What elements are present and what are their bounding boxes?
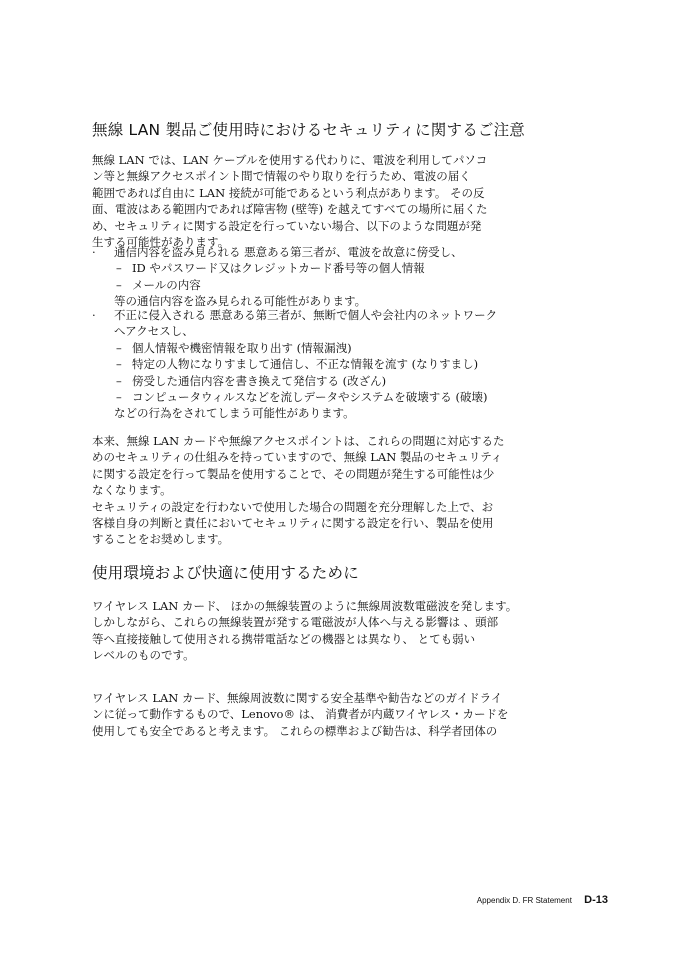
bullet-item: [92, 307, 607, 340]
section-heading-usage-environment: 使用環境および快適に使用するために: [92, 564, 359, 582]
bullet-intrusion: [92, 307, 607, 422]
sub-item: [92, 389, 607, 405]
dash-mark: –: [116, 277, 122, 292]
text-line: 本来、無線 LAN カードや無線アクセスポイントは、これらの問題に対応するた: [92, 434, 505, 448]
text-line: 範囲であれば自由に LAN 接続が可能であるという利点があります。 その反: [92, 185, 485, 200]
text-line: に関する設定を行って製品を使用することで、その問題が発生する可能性は少: [92, 466, 495, 481]
dash-mark: –: [116, 261, 122, 276]
text-line: めのセキュリティの仕組みを持っていますので、無線 LAN 製品のセキュリティ: [92, 450, 503, 465]
text-line: 生する可能性があります。: [92, 235, 230, 250]
text-line: 使用しても安全であると考えます。 これらの標準および勧告は、科学者団体の: [92, 723, 498, 738]
text-line: レベルのものです。: [92, 648, 195, 663]
sub-item-text: 個人情報や機密情報を取り出す (情報漏洩): [132, 340, 352, 355]
text-line: 無線 LAN では、LAN ケーブルを使用する代わりに、電波を利用してパソコ: [92, 153, 488, 167]
bullet-mark: ·: [92, 245, 96, 259]
safety-guideline-paragraph: [92, 690, 607, 739]
dash-mark: –: [116, 373, 122, 388]
footer-label: Appendix D. FR Statement: [476, 896, 572, 905]
dash-mark: –: [116, 340, 122, 355]
page-number: D-13: [584, 894, 608, 906]
security-recommendation-paragraph: [92, 433, 607, 548]
text-line: ワイヤレス LAN カード、 ほかの無線装置のように無線周波数電磁波を発します。: [92, 599, 518, 613]
sub-item-text: 特定の人物になりすまして通信し、不正な情報を流す (なりすまし): [132, 357, 479, 372]
bullet-text: 通信内容を盗み見られる 悪意ある第三者が、電波を故意に傍受し、: [114, 245, 463, 259]
bullet-text: へアクセスし、: [114, 324, 194, 339]
section-heading-wireless-security: 無線 LAN 製品ご使用時におけるセキュリティに関するご注意: [92, 121, 525, 139]
bullet-eavesdropping: [92, 244, 607, 310]
text-line: め、セキュリティに関する設定を行っていない場合、以下のような問題が発: [92, 218, 482, 233]
intro-paragraph: [92, 152, 607, 250]
sub-item: [92, 260, 607, 276]
dash-mark: –: [116, 390, 122, 405]
sub-item-text: コンピュータウィルスなどを流しデータやシステムを破壊する (破壊): [132, 390, 488, 405]
text-line: ンに従って動作するもので、Lenovo® は、 消費者が内蔵ワイヤレス・カードを: [92, 707, 509, 722]
sub-item-text: ID やパスワード又はクレジットカード番号等の個人情報: [132, 261, 425, 276]
text-line: 等へ直接接触して使用される携帯電話などの機器とは異なり、 とても弱い: [92, 631, 476, 646]
text-line: することをお奨めします。: [92, 532, 230, 547]
sub-item: [92, 373, 607, 389]
text-line: ン等と無線アクセスポイント間で情報のやり取りを行うため、電波の届く: [92, 169, 471, 184]
sub-item: [92, 340, 607, 356]
sub-item: [92, 277, 607, 293]
bullet-tail-text: 等の通信内容を盗み見られる可能性があります。: [114, 294, 367, 309]
text-line: セキュリティの設定を行わないで使用した場合の問題を充分理解した上で、お: [92, 499, 494, 514]
page-footer: [477, 894, 608, 906]
text-line: 面、電波はある範囲内であれば障害物 (壁等) を越えてすべての場所に届くた: [92, 202, 488, 217]
text-line: なくなります。: [92, 483, 172, 498]
emission-paragraph: [92, 598, 607, 664]
dash-mark: –: [116, 357, 122, 372]
text-line: 客様自身の判断と責任においてセキュリティに関する設定を行い、製品を使用: [92, 516, 494, 531]
text-line: しかしながら、これらの無線装置が発する電磁波が人体へ与える影響は 、頭部: [92, 615, 499, 630]
bullet-tail-text: などの行為をされてしまう可能性があります。: [114, 406, 355, 421]
text-line: ワイヤレス LAN カード、無線周波数に関する安全基準や勧告などのガイドライ: [92, 691, 503, 705]
sub-item-text: 傍受した通信内容を書き換えて発信する (改ざん): [132, 373, 387, 388]
sub-item: [92, 356, 607, 372]
bullet-text: 不正に侵入される 悪意ある第三者が、無断で個人や会社内のネットワーク: [114, 308, 498, 322]
sub-item-text: メールの内容: [132, 277, 201, 292]
bullet-item: [92, 244, 607, 260]
bullet-mark: ·: [92, 308, 96, 322]
